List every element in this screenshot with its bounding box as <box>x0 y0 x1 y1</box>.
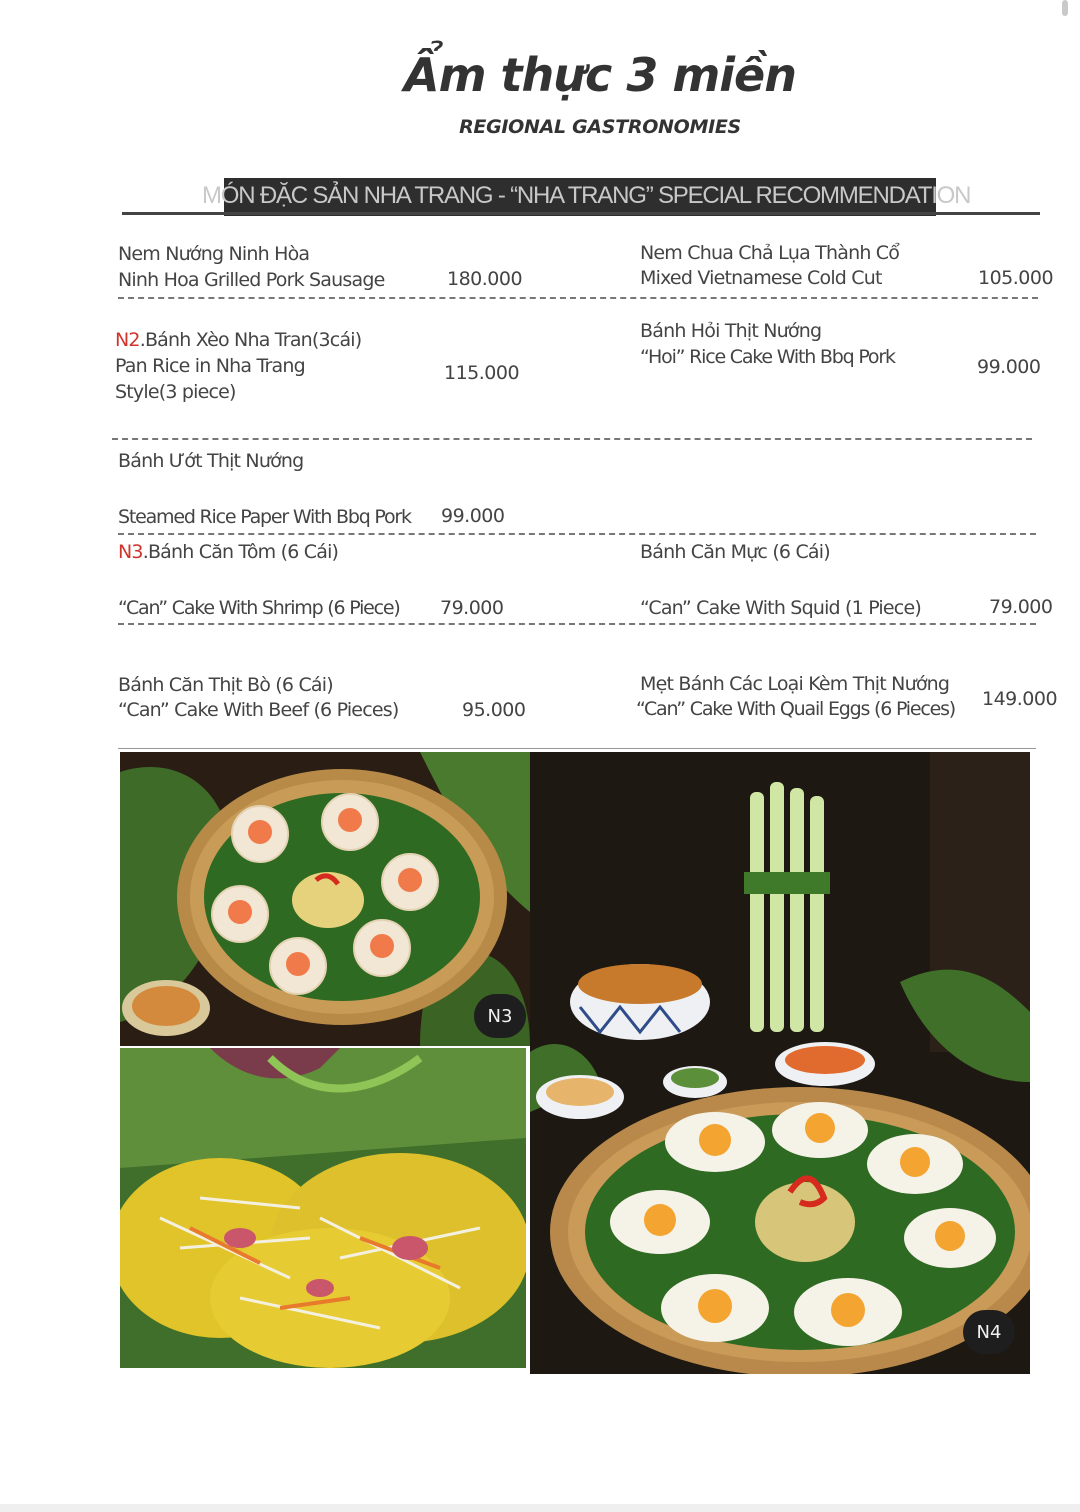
photo-shrimp-can-cakes <box>120 752 530 1046</box>
item-price: 115.000 <box>444 362 520 384</box>
row-divider <box>118 297 1038 299</box>
scrollbar-thumb[interactable] <box>1062 0 1068 16</box>
page-subtitle: REGIONAL GASTRONOMIES <box>459 116 741 138</box>
item-english: Ninh Hoa Grilled Pork Sausage <box>118 269 385 291</box>
item-english-cont: Style(3 piece) <box>115 381 236 403</box>
item-english: “Can” Cake With Shrimp (6 Piece) <box>118 597 400 619</box>
item-price: 79.000 <box>440 597 504 619</box>
item-name: Bánh Căn Mực (6 Cái) <box>640 541 830 563</box>
page-title: Ẩm thực 3 miền <box>404 48 796 102</box>
item-name: Mẹt Bánh Các Loại Kèm Thịt Nướng <box>640 673 950 695</box>
item-price: 180.000 <box>447 268 523 290</box>
item-name: Bánh Căn Thịt Bò (6 Cái) <box>118 674 333 696</box>
item-name: Bánh Hỏi Thịt Nướng <box>640 320 822 342</box>
item-english: “Can” Cake With Squid (1 Piece) <box>640 597 921 619</box>
photo-badge-n4: N4 <box>963 1310 1015 1354</box>
row-divider <box>118 623 1036 625</box>
item-price: 95.000 <box>462 699 526 721</box>
item-english: “Hoi” Rice Cake With Bbq Pork <box>640 346 895 368</box>
item-price: 105.000 <box>978 267 1054 289</box>
item-name: Nem Chua Chả Lụa Thành Cổ <box>640 242 900 264</box>
item-name-text: .Bánh Xèo Nha Tran(3cái) <box>139 329 362 351</box>
item-english: Pan Rice in Nha Trang <box>115 355 305 377</box>
item-price: 79.000 <box>989 596 1053 618</box>
item-code: N2 <box>115 329 140 351</box>
item-english: Mixed Vietnamese Cold Cut <box>640 267 882 289</box>
item-english: “Can” Cake With Quail Eggs (6 Pieces) <box>636 698 956 720</box>
row-divider <box>112 438 1032 440</box>
item-name: Bánh Ướt Thịt Nướng <box>118 450 304 472</box>
page-bottom-band <box>0 1504 1080 1512</box>
item-price: 99.000 <box>977 356 1041 378</box>
photo-quail-egg-can-cakes <box>530 752 1030 1374</box>
row-divider <box>118 748 1036 749</box>
row-divider <box>118 533 1036 535</box>
item-name <box>118 539 338 565</box>
photo-badge-n3: N3 <box>474 994 526 1038</box>
item-name <box>115 327 361 353</box>
item-price: 149.000 <box>982 688 1058 710</box>
item-name-text: .Bánh Căn Tôm (6 Cái) <box>142 541 339 563</box>
item-english: Steamed Rice Paper With Bbq Pork <box>118 506 411 528</box>
section-divider <box>122 212 1040 215</box>
photo-banh-xeo <box>120 1048 526 1368</box>
item-price: 99.000 <box>441 505 505 527</box>
item-english: “Can” Cake With Beef (6 Pieces) <box>118 699 399 721</box>
section-title: MÓN ĐẶC SẢN NHA TRANG - “NHA TRANG” SPECIAL RECOMMENDATION <box>202 182 971 209</box>
item-name: Nem Nướng Ninh Hòa <box>118 243 310 265</box>
item-code: N3 <box>118 541 143 563</box>
